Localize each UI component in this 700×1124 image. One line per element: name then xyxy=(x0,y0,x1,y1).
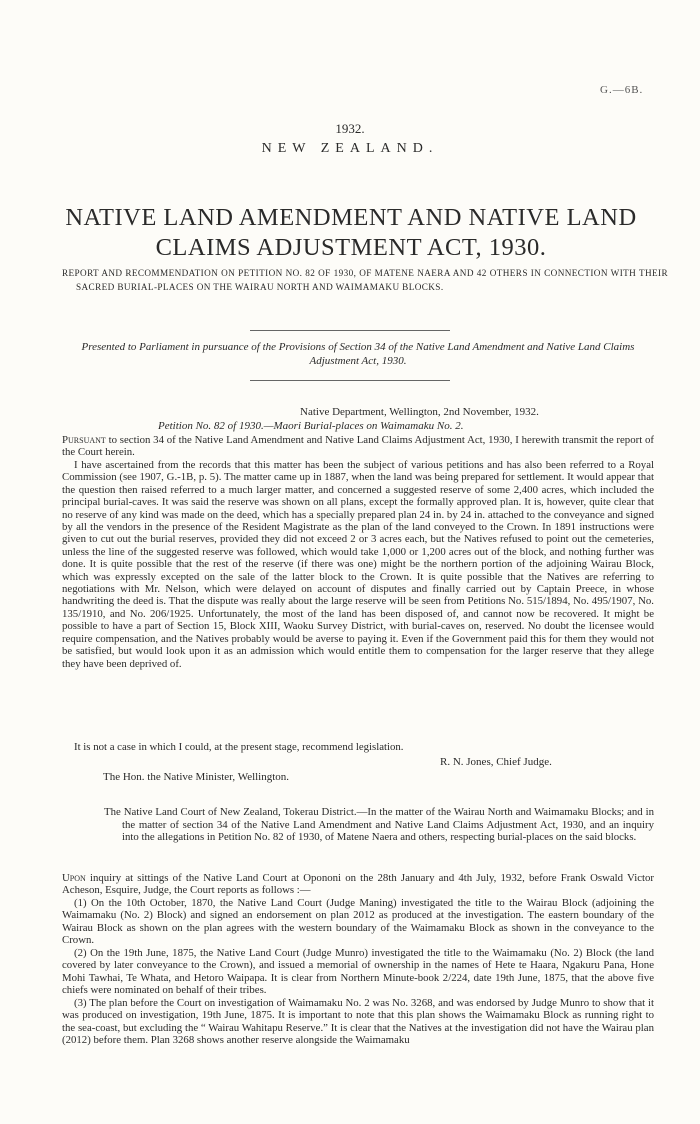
petition-subject: —Maori Burial-places on Waimamaku No. 2. xyxy=(263,420,464,432)
letter-paragraph-3: It is not a case in which I could, at the present stage, recommend legislation. xyxy=(74,741,404,753)
court-paragraph-3: (2) On the 19th June, 1875, the Native Land Court (Judge Munro) investigated the title to the Waimamaku (No. 2) Block (the land covered by later conveyance to the Crown), and issued a memorial of ownership in the names of Hete te Haara, Ngakuru Pana, Hone Mohi Tawhai, Te Whata, and Hetoro Waipapa. It is clear from Northern Minute-book 2/224, date 19th June, 1875, that the above five chiefs were nominated on behalf of their tribes. xyxy=(62,947,654,997)
divider-top xyxy=(250,330,450,331)
divider-bottom xyxy=(250,380,450,381)
letter-paragraph-2: I have ascertained from the records that this matter has been the subject of various petitions and has also been referred to a Royal Commission (see 1907, G.-1B, p. 5). The matter came up in 1887, when the land was being prepared for settlement. It would appear that the question then raised referred to a much larger matter, and concerned a suggested reserve of some 2,400 acres, which included the principal burial-caves. It was said the reserve was shown on all plans, except the formally approved plan. It is, however, quite clear that no reserve of any kind was made on the deed, which has a specially prepared plan 24 in. by 24 in. attached to the conveyance and signed by all the vendors in the presence of the Resident Magistrate as the plan of the land conveyed to the Crown. In 1891 instructions were given to cut out the burial reserves, provided they did not exceed 2 or 3 acres each, but the Natives refused to point out the cemeteries, unless the line of the suggested reserve was followed, which would take 1,000 or 1,200 acres out of the block, and nothing further was done. It is quite possible that the rest of the reserve (if there was one) might be the northern portion of the adjoining Wairau Block, which was expressly excepted on the sale of the latter block to the Crown. It is quite possible that the Natives are referring to negotiations with Mr. Nelson, which were delayed on account of disputes and finally carried out by Captain Preece, in whose handwriting the deed is. That the dispute was really about the large reserve will be seen from Petitions No. 515/1894, No. 495/1907, No. 135/1910, and No. 206/1925. Unfortunately, the most of the land has been disposed of, and cannot now be recovered. It might be possible to have a part of Section 15, Block XIII, Waoku Survey District, with burial-caves on, reserved. No doubt the licensee would require compensation, and the Natives probably would be averse to paying it. Even if the Government paid this for them they would not be satisfied, but would look upon it as an admission which would entitle them to compensation for the larger reserve that they allege they have been deprived of. xyxy=(62,459,654,670)
court-paragraph-4: (3) The plan before the Court on investigation of Waimamaku No. 2 was No. 3268, and was endorsed by Judge Munro to show that it was produced on investigation, 19th June, 1875. It is important to note that this plan shows the Waimamaku Block as running right to the sea-coast, but excluding the “ Wairau Wahitapu Reserve.” It is clear that the Natives at the investigation did not have the Wairau plan (2012) before them. Plan 3268 shows another reserve alongside the Waimamaku xyxy=(62,997,654,1047)
petition-heading xyxy=(62,420,654,432)
court-paragraph-2: (1) On the 10th October, 1870, the Native Land Court (Judge Maning) investigated the title to the Wairau Block (adjoining the Waimamaku (No. 2) Block) and signed an endorsement on plan 2012 as produced at the investigation. The eastern boundary of the Wairau Block as shown on the plan agrees with the western boundary of the Waimamaku Block as shown in the conveyance to the Crown. xyxy=(62,897,654,947)
presented-note: Presented to Parliament in pursuance of the Provisions of Section 34 of the Native Land Amendment and Native Land Claims Adjustment Act, 1930. xyxy=(81,341,635,367)
report-subtitle: REPORT AND RECOMMENDATION ON PETITION NO. 82 OF 1930, OF MATENE NAERA AND 42 OTHERS IN CONNECTION WITH THEIR SACRED BURIAL-PLACES ON THE WAIRAU NORTH AND WAIMAMAKU BLOCKS. xyxy=(62,268,668,292)
court-p1-text: inquiry at sittings of the Native Land Court at Opononi on the 28th January and 4th July, 1932, before Frank Oswald Victor Acheson, Esquire, Judge, the Court reports as follows :— xyxy=(62,872,654,897)
court-heading: The Native Land Court of New Zealand, Tokerau District.—In the matter of the Wairau North and Waimamaku Blocks; and in the matter of section 34 of the Native Land Amendment and Native Land Claims Adjustment Act, 1930, and an inquiry into the allegations in Petition No. 82 of 1930, of Matene Naera and others, respecting burial-places on the said blocks. xyxy=(104,806,654,844)
petition-number: Petition No. 82 of 1930. xyxy=(158,420,264,432)
document-reference: G.—6B. xyxy=(600,84,644,96)
document-year: 1932. xyxy=(335,121,365,136)
letter-p1-text: to section 34 of the Native Land Amendment and Native Land Claims Adjustment Act, 1930, I herewith transmit the report of the Court herein. xyxy=(62,434,654,459)
letter-paragraph-1 xyxy=(62,434,654,459)
dateline: Native Department, Wellington, 2nd November, 1932. xyxy=(300,406,539,418)
court-paragraph-1 xyxy=(62,872,654,897)
letter-lead-word: Pursuant xyxy=(62,434,106,446)
signature: R. N. Jones, Chief Judge. xyxy=(440,756,552,768)
country-heading: NEW ZEALAND. xyxy=(261,141,439,156)
addressee: The Hon. the Native Minister, Wellington. xyxy=(103,771,290,783)
court-lead-word: Upon xyxy=(62,872,86,884)
act-title: NATIVE LAND AMENDMENT AND NATIVE LAND CLAIMS ADJUSTMENT ACT, 1930. xyxy=(65,204,637,261)
